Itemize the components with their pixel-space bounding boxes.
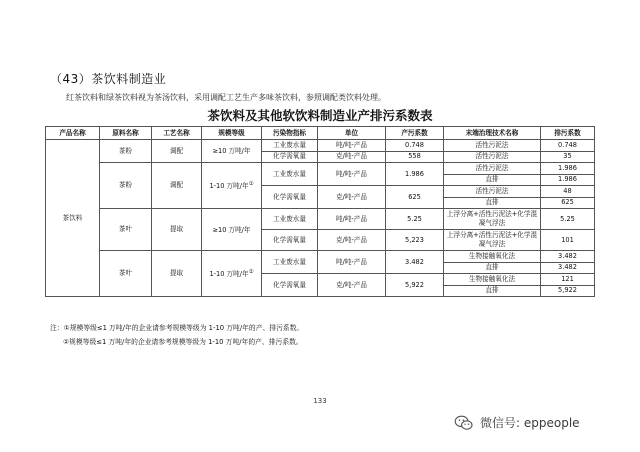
treatment-cell: 活性污泥法 bbox=[444, 163, 541, 175]
treatment-cell: 上浮分离+活性污泥法+化学混凝气浮法 bbox=[444, 209, 541, 230]
intro-paragraph: 红茶饮料和绿茶饮料视为茶汤饮料，采用调配工艺生产多味茶饮料，参照调配类饮料处理。 bbox=[66, 93, 386, 102]
generation-cell: 5.25 bbox=[386, 209, 444, 230]
table-title: 茶饮料及其他软饮料制造业产排污系数表 bbox=[207, 108, 433, 123]
wechat-icon bbox=[454, 415, 474, 431]
discharge-cell: 121 bbox=[541, 274, 595, 286]
treatment-cell: 上浮分离+活性污泥法+化学混凝气浮法 bbox=[444, 230, 541, 251]
material-cell: 茶叶 bbox=[100, 209, 152, 251]
table-row bbox=[46, 209, 595, 230]
note-1 bbox=[50, 321, 303, 335]
generation-cell: 0.748 bbox=[386, 140, 444, 152]
header-process: 工艺名称 bbox=[152, 127, 202, 140]
table-header-row bbox=[46, 127, 595, 140]
material-cell: 茶叶 bbox=[100, 251, 152, 297]
treatment-cell: 直排 bbox=[444, 285, 541, 297]
table-row bbox=[46, 251, 595, 263]
indicator-cell: 化学需氧量 bbox=[262, 151, 318, 163]
discharge-cell: 1.986 bbox=[541, 163, 595, 175]
process-cell: 提取 bbox=[152, 209, 202, 251]
notes-prefix: 注： bbox=[50, 324, 64, 332]
unit-cell: 克/吨-产品 bbox=[318, 274, 386, 297]
scale-cell: ≥10 万吨/年 bbox=[202, 209, 262, 251]
treatment-cell: 生物接触氧化法 bbox=[444, 274, 541, 286]
note-2 bbox=[50, 335, 303, 349]
discharge-cell: 625 bbox=[541, 197, 595, 209]
generation-cell: 3.482 bbox=[386, 251, 444, 274]
scale-cell: ≥10 万吨/年 bbox=[202, 140, 262, 163]
table-notes bbox=[50, 321, 303, 349]
discharge-cell: 3.482 bbox=[541, 251, 595, 263]
discharge-cell: 48 bbox=[541, 186, 595, 198]
material-cell: 茶粉 bbox=[100, 140, 152, 163]
note-mark: ① bbox=[63, 324, 70, 332]
generation-cell: 1.986 bbox=[386, 163, 444, 186]
unit-cell: 克/吨-产品 bbox=[318, 151, 386, 163]
discharge-cell: 101 bbox=[541, 230, 595, 251]
table-row bbox=[46, 140, 595, 152]
table-row bbox=[46, 163, 595, 175]
header-treatment: 末端治理技术名称 bbox=[444, 127, 541, 140]
header-generation: 产污系数 bbox=[386, 127, 444, 140]
discharge-cell: 1.986 bbox=[541, 174, 595, 186]
page-number: 133 bbox=[313, 397, 327, 405]
material-cell: 茶粉 bbox=[100, 163, 152, 209]
indicator-cell: 化学需氧量 bbox=[262, 274, 318, 297]
header-unit: 单位 bbox=[318, 127, 386, 140]
unit-cell: 吨/吨-产品 bbox=[318, 163, 386, 186]
unit-cell: 吨/吨-产品 bbox=[318, 209, 386, 230]
header-indicator: 污染物指标 bbox=[262, 127, 318, 140]
indicator-cell: 化学需氧量 bbox=[262, 186, 318, 209]
indicator-cell: 工业废水量 bbox=[262, 209, 318, 230]
indicator-cell: 工业废水量 bbox=[262, 140, 318, 152]
header-scale: 规模等级 bbox=[202, 127, 262, 140]
note-text: 规模等级≤1 万吨/年的企业请参考规模等级为 1-10 万吨/年的产、排污系数。 bbox=[69, 338, 303, 346]
unit-cell: 吨/吨-产品 bbox=[318, 251, 386, 274]
header-product: 产品名称 bbox=[46, 127, 100, 140]
scale-cell: 1-10 万吨/年① bbox=[202, 163, 262, 209]
discharge-cell: 3.482 bbox=[541, 262, 595, 274]
treatment-cell: 活性污泥法 bbox=[444, 151, 541, 163]
unit-cell: 克/吨-产品 bbox=[318, 186, 386, 209]
treatment-cell: 直排 bbox=[444, 197, 541, 209]
generation-cell: 558 bbox=[386, 151, 444, 163]
generation-cell: 5,922 bbox=[386, 274, 444, 297]
scale-cell: 1-10 万吨/年② bbox=[202, 251, 262, 297]
generation-cell: 5,223 bbox=[386, 230, 444, 251]
wechat-watermark bbox=[454, 414, 580, 431]
treatment-cell: 生物接触氧化法 bbox=[444, 251, 541, 263]
section-heading: （43）茶饮料制造业 bbox=[50, 72, 167, 86]
treatment-cell: 活性污泥法 bbox=[444, 140, 541, 152]
watermark-text: 微信号: eppeople bbox=[480, 416, 580, 430]
unit-cell: 吨/吨-产品 bbox=[318, 140, 386, 152]
process-cell: 提取 bbox=[152, 251, 202, 297]
treatment-cell: 活性污泥法 bbox=[444, 186, 541, 198]
unit-cell: 克/吨-产品 bbox=[318, 230, 386, 251]
indicator-cell: 工业废水量 bbox=[262, 163, 318, 186]
product-cell: 茶饮料 bbox=[46, 140, 100, 297]
discharge-cell: 0.748 bbox=[541, 140, 595, 152]
discharge-cell: 5.25 bbox=[541, 209, 595, 230]
emission-coefficient-table bbox=[45, 126, 595, 297]
discharge-cell: 35 bbox=[541, 151, 595, 163]
header-material: 原料名称 bbox=[100, 127, 152, 140]
process-cell: 调配 bbox=[152, 163, 202, 209]
note-text: 规模等级≤1 万吨/年的企业请参考规模等级为 1-10 万吨/年的产、排污系数。 bbox=[69, 324, 304, 332]
discharge-cell: 5,922 bbox=[541, 285, 595, 297]
header-discharge: 排污系数 bbox=[541, 127, 595, 140]
treatment-cell: 直排 bbox=[444, 174, 541, 186]
generation-cell: 625 bbox=[386, 186, 444, 209]
treatment-cell: 直排 bbox=[444, 262, 541, 274]
note-mark: ② bbox=[63, 338, 70, 346]
process-cell: 调配 bbox=[152, 140, 202, 163]
indicator-cell: 工业废水量 bbox=[262, 251, 318, 274]
indicator-cell: 化学需氧量 bbox=[262, 230, 318, 251]
